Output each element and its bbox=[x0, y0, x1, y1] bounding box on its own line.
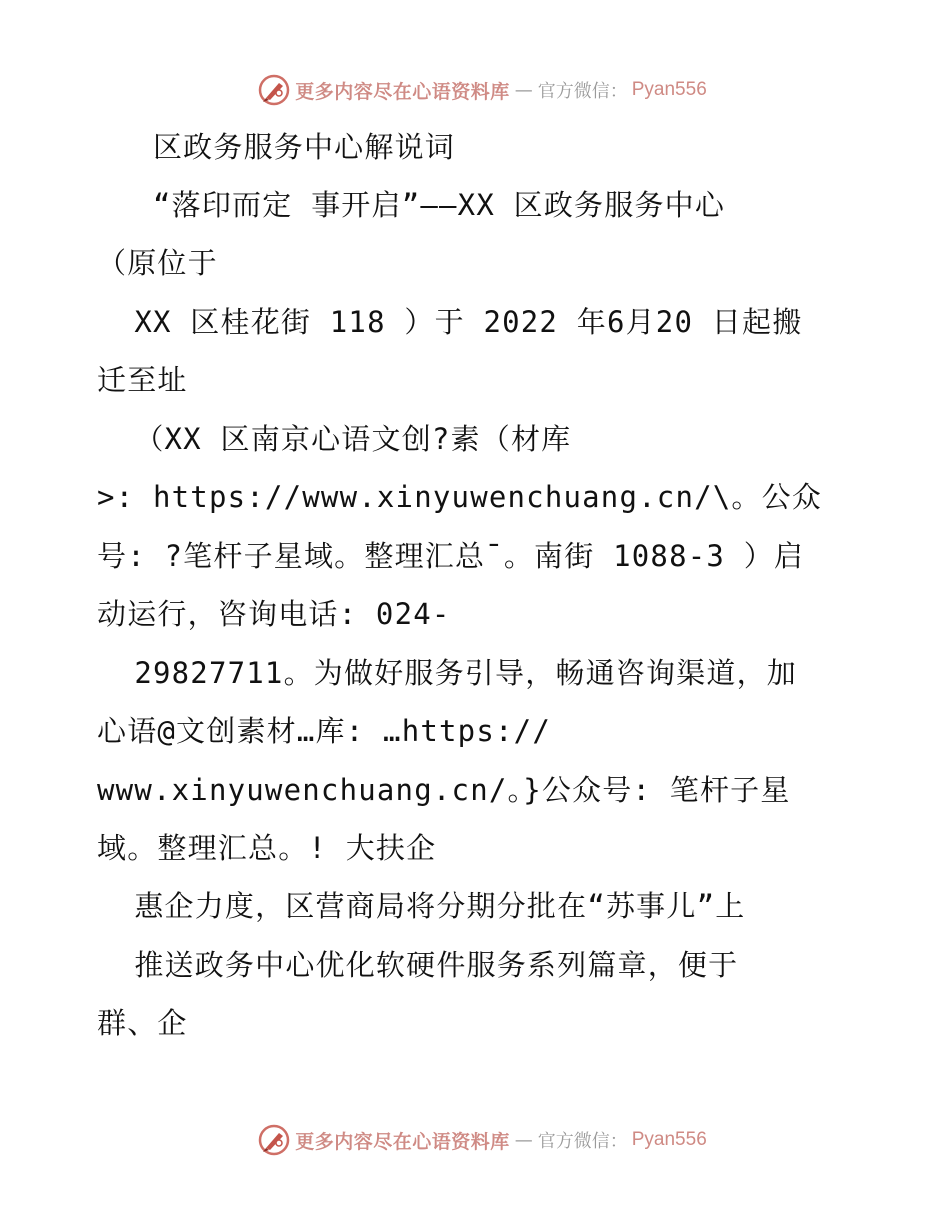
doc-line: XX 区桂花街 118 ）于 2022 年6月20 日起搬 bbox=[97, 305, 803, 339]
watermark-wechat-id: Pyan556 bbox=[631, 79, 707, 100]
watermark-wechat-label: 官方微信： bbox=[537, 1131, 628, 1152]
doc-line: 推送政务中心优化软硬件服务系列篇章，便于 bbox=[97, 948, 739, 982]
footer-watermark bbox=[0, 1120, 950, 1160]
watermark-content bbox=[257, 73, 707, 107]
doc-line: 动运行，咨询电话: 024- bbox=[97, 597, 451, 631]
watermark-wechat-label: 官方微信： bbox=[537, 81, 628, 102]
watermark-wechat-id: Pyan556 bbox=[631, 1129, 707, 1150]
doc-line: >: https://www.xinyuwenchuang.cn/\。公众 bbox=[97, 480, 823, 514]
doc-line: （XX 区南京心语文创?素（材库 bbox=[97, 422, 572, 456]
watermark-content bbox=[257, 1123, 707, 1157]
doc-line: （原位于 bbox=[97, 246, 218, 280]
quill-pen-logo-icon bbox=[257, 73, 291, 107]
doc-line: 29827711。为做好服务引导，畅通咨询渠道，加 bbox=[97, 656, 797, 690]
watermark-dash: — bbox=[514, 1129, 533, 1151]
doc-title-line: 区政务服务中心解说词 bbox=[97, 130, 455, 164]
watermark-site-text: 更多内容尽在心语资料库 bbox=[295, 1130, 510, 1153]
header-watermark bbox=[0, 70, 950, 110]
doc-line: 群、企 bbox=[97, 1006, 188, 1040]
doc-line: 心语@文创素材…库: …https:// bbox=[97, 714, 551, 748]
doc-line: “落印而定 事开启”——XX 区政务服务中心 bbox=[97, 188, 726, 222]
watermark-dash: — bbox=[514, 79, 533, 101]
watermark-site-text: 更多内容尽在心语资料库 bbox=[295, 80, 510, 103]
doc-line: 域。整理汇总。! 大扶企 bbox=[97, 831, 437, 865]
doc-line: 号: ?笔杆子星域。整理汇总¯。南街 1088-3 ）启 bbox=[97, 539, 805, 573]
doc-line: 迁至址 bbox=[97, 363, 188, 397]
quill-pen-logo-icon bbox=[257, 1123, 291, 1157]
doc-line: www.xinyuwenchuang.cn/。}公众号: 笔杆子星 bbox=[97, 773, 791, 807]
doc-line: 惠企力度，区营商局将分期分批在“苏事儿”上 bbox=[97, 889, 746, 923]
